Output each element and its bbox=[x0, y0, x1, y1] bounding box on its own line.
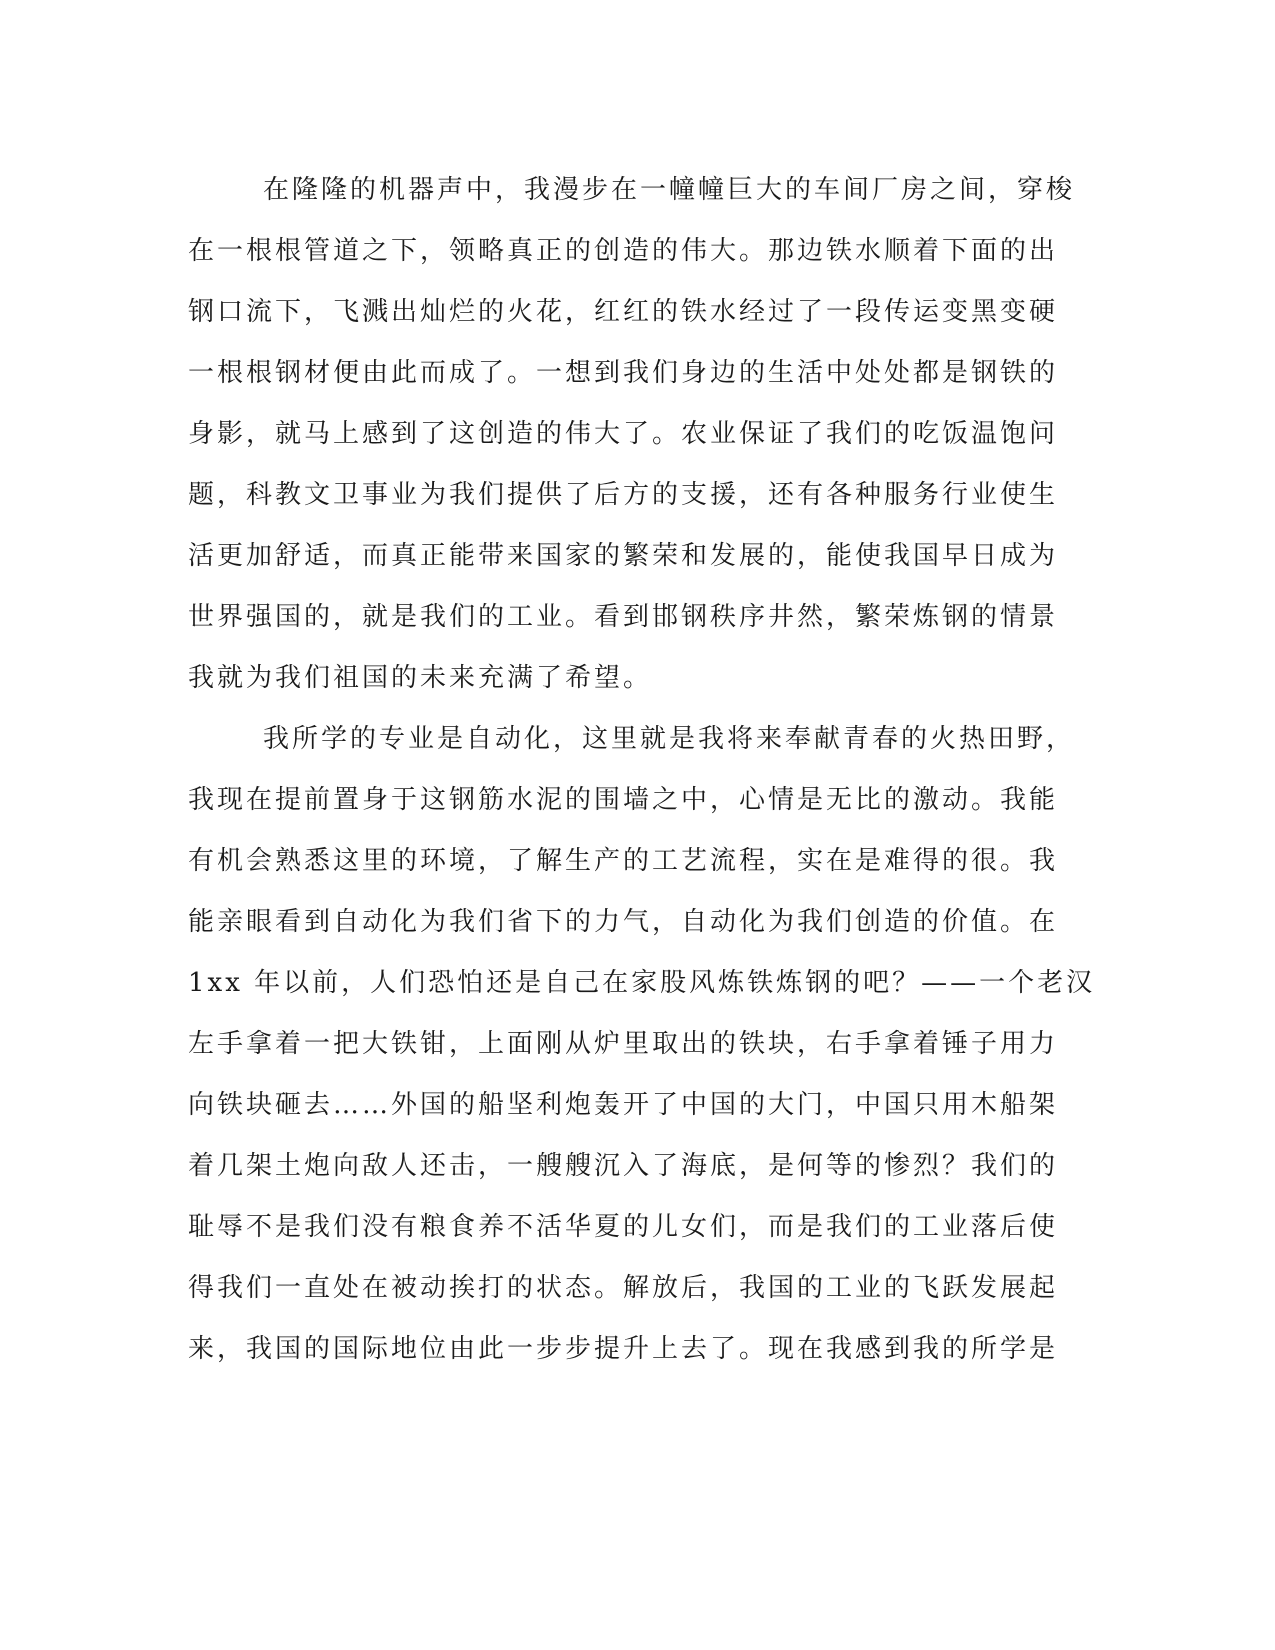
text-line: 来，我国的国际地位由此一步步提升上去了。现在我感到我的所学是 bbox=[188, 1334, 1059, 1364]
text-line: 耻辱不是我们没有粮食养不活华夏的儿女们，而是我们的工业落后使 bbox=[188, 1212, 1059, 1242]
text-line: 得我们一直处在被动挨打的状态。解放后，我国的工业的飞跃发展起 bbox=[188, 1273, 1059, 1303]
text-line: 我现在提前置身于这钢筋水泥的围墙之中，心情是无比的激动。我能 bbox=[188, 785, 1059, 815]
text-line: 在一根根管道之下，领略真正的创造的伟大。那边铁水顺着下面的出 bbox=[188, 236, 1059, 266]
text-line: 题，科教文卫事业为我们提供了后方的支援，还有各种服务行业使生 bbox=[188, 480, 1059, 510]
text-line: 向铁块砸去……外国的船坚利炮轰开了中国的大门，中国只用木船架 bbox=[188, 1090, 1059, 1120]
text-line: 身影，就马上感到了这创造的伟大了。农业保证了我们的吃饭温饱问 bbox=[188, 419, 1059, 449]
text-line: 一根根钢材便由此而成了。一想到我们身边的生活中处处都是钢铁的 bbox=[188, 358, 1059, 388]
text-line: 能亲眼看到自动化为我们省下的力气，自动化为我们创造的价值。在 bbox=[188, 907, 1059, 937]
text-line: 1xx 年以前，人们恐怕还是自己在家股风炼铁炼钢的吧？——一个老汉 bbox=[188, 968, 1096, 998]
text-line: 有机会熟悉这里的环境，了解生产的工艺流程，实在是难得的很。我 bbox=[188, 846, 1059, 876]
text-line: 钢口流下，飞溅出灿烂的火花，红红的铁水经过了一段传运变黑变硬 bbox=[188, 297, 1059, 327]
text-line: 我所学的专业是自动化，这里就是我将来奉献青春的火热田野， bbox=[263, 724, 1076, 754]
paragraph-1 bbox=[188, 160, 1076, 709]
text-line: 左手拿着一把大铁钳，上面刚从炉里取出的铁块，右手拿着锤子用力 bbox=[188, 1029, 1059, 1059]
text-line: 活更加舒适，而真正能带来国家的繁荣和发展的，能使我国早日成为 bbox=[188, 541, 1059, 571]
text-line: 在隆隆的机器声中，我漫步在一幢幢巨大的车间厂房之间，穿梭 bbox=[263, 175, 1076, 205]
document-body bbox=[188, 160, 1096, 1380]
text-line: 着几架土炮向敌人还击，一艘艘沉入了海底，是何等的惨烈？我们的 bbox=[188, 1151, 1059, 1181]
text-line: 我就为我们祖国的未来充满了希望。 bbox=[188, 663, 653, 693]
paragraph-2 bbox=[188, 709, 1096, 1380]
text-line: 世界强国的，就是我们的工业。看到邯钢秩序井然，繁荣炼钢的情景 bbox=[188, 602, 1059, 632]
